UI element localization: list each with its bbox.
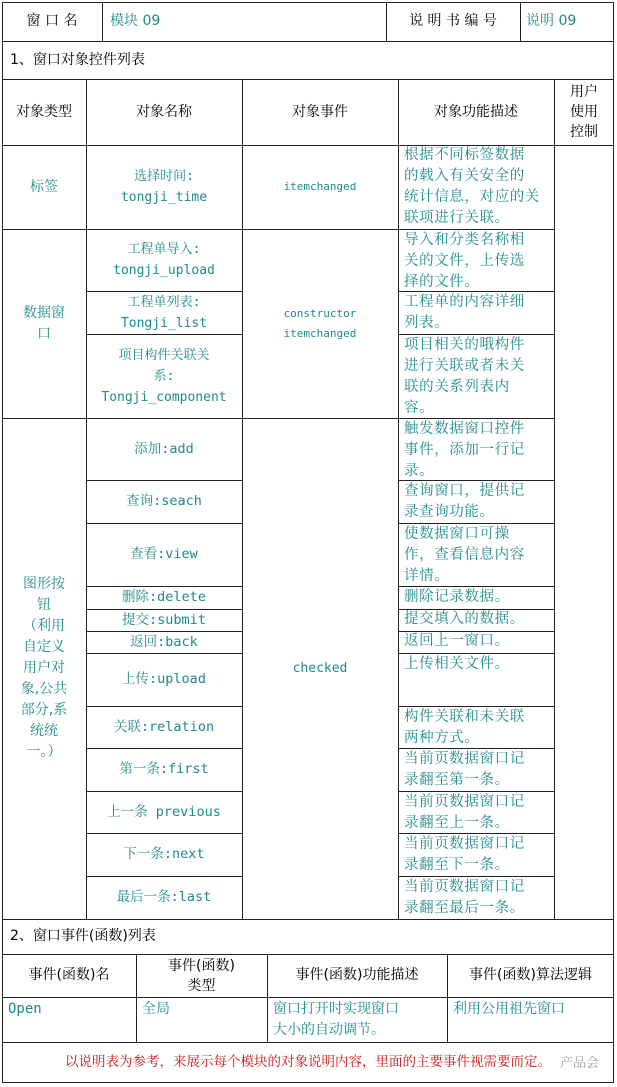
rule [520, 2, 521, 41]
column-header: 事件(函数)算法逻辑 [469, 967, 592, 983]
rule [102, 2, 103, 41]
table-border-bottom [2, 1082, 614, 1083]
object-description: 导入和分类名称相 关的文件，上传选 择的文件。 [404, 232, 525, 290]
doc-number-label: 说 明 书 编 号 [409, 13, 497, 29]
column-header: 对象功能描述 [434, 103, 518, 120]
object-type-label: 标签 [30, 178, 58, 195]
object-name: 工程单列表: Tongji_list [120, 294, 208, 331]
object-description: 提交填入的数据。 [404, 611, 525, 627]
object-description: 根据不同标签数据 的载入有关安全的 统计信息，对应的关 联项进行关联。 [404, 147, 540, 226]
object-description: 触发数据窗口控件 事件，添加一行记 录。 [404, 421, 525, 479]
object-name: 删除:delete [122, 589, 206, 605]
object-type-buttons: 图形按 钮 （利用 自定义 用户对 象,公共 部分,系 统统 一。） [20, 576, 68, 760]
column-header: 用户 使用 控制 [570, 84, 598, 140]
object-description: 工程单的内容详细 列表。 [404, 294, 525, 331]
object-event: checked [292, 661, 348, 676]
object-description: 查询窗口，提供记 录查询功能。 [404, 483, 525, 520]
object-name: 查询:seach [126, 493, 202, 509]
object-type-datawindow: 数据窗 口 [23, 304, 65, 342]
rule [2, 997, 614, 998]
column-header: 对象类型 [16, 103, 72, 120]
column-header: 对象事件 [292, 103, 348, 120]
object-name: 上一条 previous [107, 803, 221, 820]
section-title: 1、窗口对象控件列表 [10, 51, 145, 68]
object-name: 选择时间: tongji_time [120, 169, 208, 205]
section-title: 2、窗口事件(函数)列表 [10, 928, 156, 944]
column-header: 对象名称 [136, 103, 192, 120]
rule [554, 79, 555, 919]
object-name: 下一条:next [123, 846, 205, 862]
object-name: 提交:submit [122, 611, 206, 628]
object-description: 构件关联和未关联 两种方式。 [404, 709, 525, 746]
object-name: 工程单导入: tongji_upload [113, 242, 215, 278]
object-event: itemchanged [283, 180, 357, 193]
module-spec-table [2, 2, 614, 1082]
object-name: 第一条:first [119, 761, 209, 777]
object-name: 返回:back [130, 633, 198, 650]
object-description: 项目相关的哦构件 进行关联或者未关 联的关系列表内 容。 [404, 337, 525, 416]
object-description: 上传相关文件。 [404, 656, 510, 672]
module-name: 模块 09 [110, 13, 161, 29]
object-name: 最后一条:last [116, 889, 212, 905]
object-description: 当前页数据窗口记 录翻至第一条。 [404, 751, 525, 788]
table-border-right [613, 2, 614, 1083]
window-name-label: 窗 口 名 [26, 13, 78, 29]
object-name: 项目构件关联关 系: Tongji_component [101, 347, 227, 405]
event-type: 全局 [142, 1001, 170, 1017]
object-name: 关联:relation [113, 718, 215, 735]
object-name: 上传:upload [122, 671, 206, 687]
object-description: 使数据窗口可操 作，查看信息内容 详情。 [404, 526, 525, 584]
column-header: 事件(函数)名 [28, 967, 110, 983]
event-description: 窗口打开时实现窗口 大小的自动调节。 [273, 1001, 399, 1038]
event-name: Open [8, 1001, 42, 1017]
watermark: 产品会 [559, 1056, 599, 1071]
object-description: 当前页数据窗口记 录翻至上一条。 [404, 794, 525, 831]
object-description: 当前页数据窗口记 录翻至最后一条。 [404, 879, 525, 916]
object-name: 查看:view [130, 546, 198, 562]
object-description: 当前页数据窗口记 录翻至下一条。 [404, 836, 525, 873]
column-header: 事件(函数)功能描述 [295, 967, 419, 983]
object-name: 添加:add [134, 440, 194, 457]
column-header: 事件(函数) 类型 [168, 957, 235, 994]
footer-note: 以说明表为参考，来展示每个模块的对象说明内容，里面的主要事件视需要而定。 [65, 1053, 551, 1070]
rule [398, 79, 399, 919]
object-description: 返回上一窗口。 [404, 633, 510, 649]
object-event: constructor itemchanged [283, 306, 357, 340]
event-logic: 利用公用祖先窗口 [453, 1001, 565, 1017]
object-description: 删除记录数据。 [404, 589, 510, 605]
doc-number: 说明 09 [526, 13, 577, 29]
